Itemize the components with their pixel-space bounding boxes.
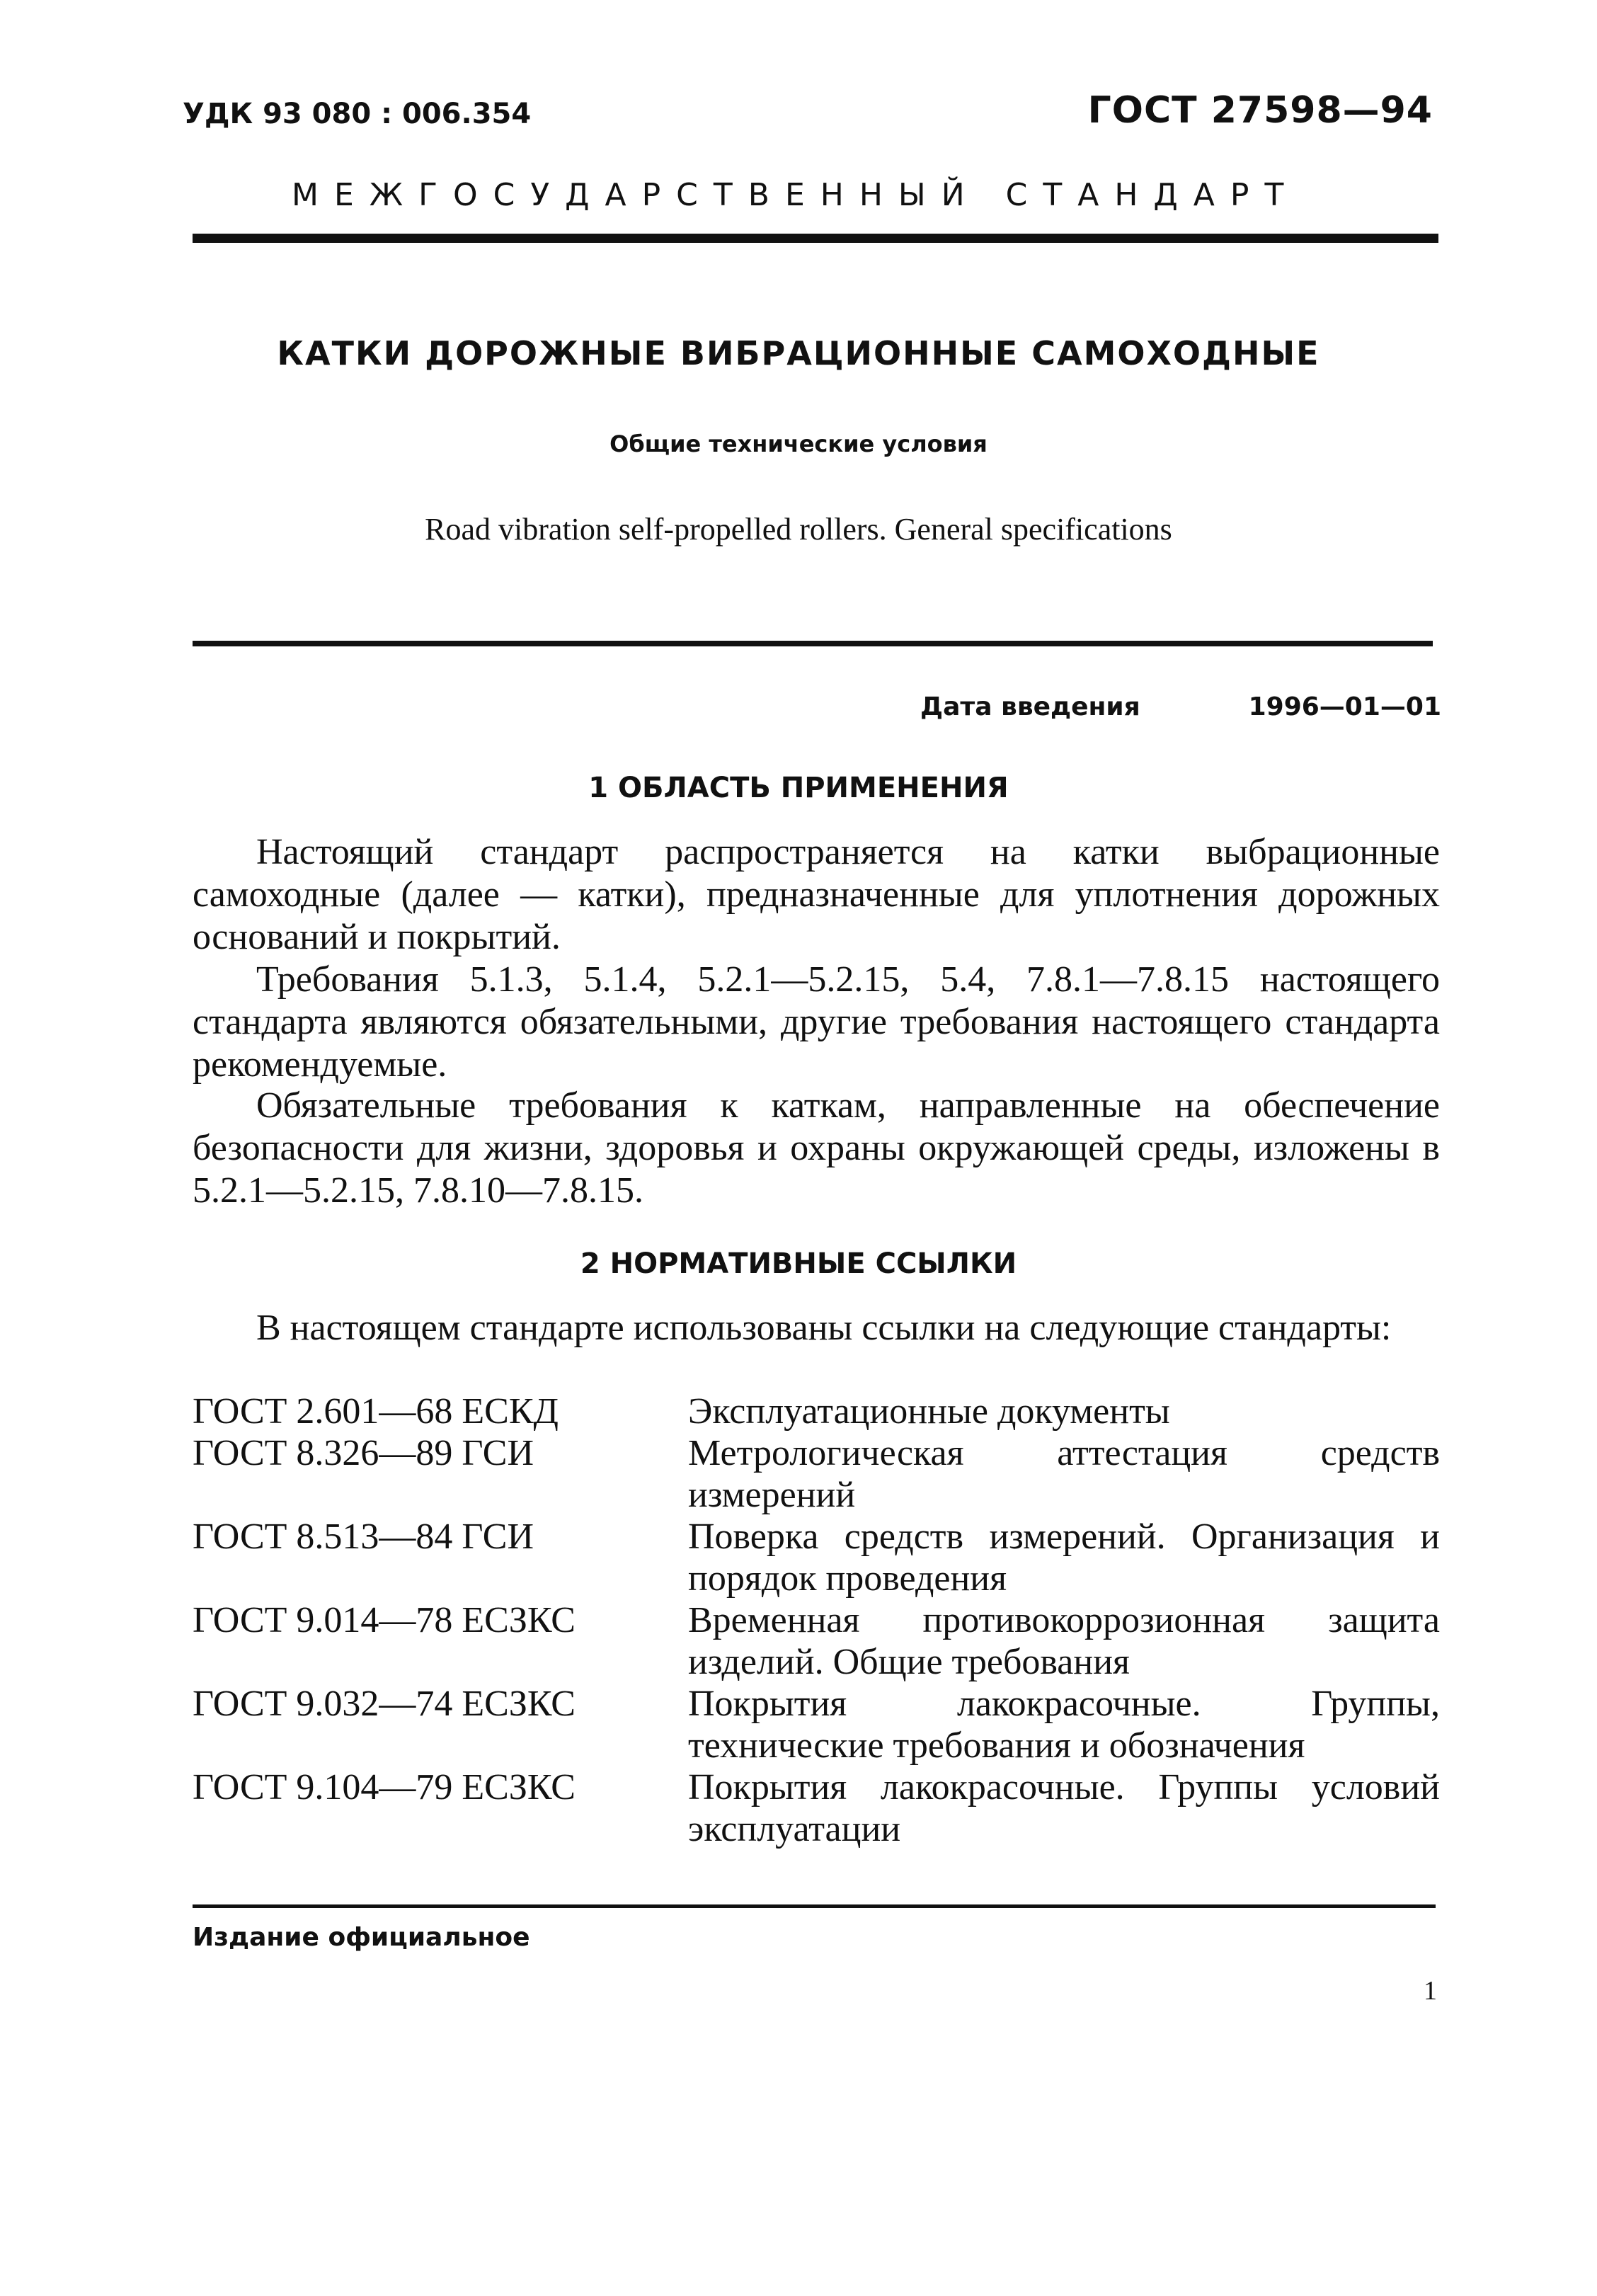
reference-title: Поверка средств измерений. Организация и порядок проведения [688, 1517, 1440, 1599]
reference-code: ГОСТ 9.104—79 ЕСЗКС [193, 1767, 576, 1807]
document-title: КАТКИ ДОРОЖНЫЕ ВИБРАЦИОННЫЕ САМОХОДНЫЕ [277, 334, 1320, 372]
reference-row [193, 1432, 1440, 1516]
document-subtitle: Общие технические условия [609, 430, 988, 457]
reference-code: ГОСТ 8.513—84 ГСИ [193, 1517, 534, 1557]
reference-row [193, 1599, 1440, 1683]
reference-title: Метрологическая аттестация средств измерений [688, 1433, 1440, 1515]
reference-list [193, 1390, 1440, 1850]
reference-code: ГОСТ 9.014—78 ЕСЗКС [193, 1600, 576, 1640]
udk-code: УДК 93 080 : 006.354 [183, 98, 532, 130]
section-2-heading: 2 НОРМАТИВНЫЕ ССЫЛКИ [580, 1247, 1017, 1280]
title-divider [193, 641, 1433, 646]
official-edition-label: Издание официальное [193, 1923, 530, 1952]
gost-number: ГОСТ 27598—94 [1087, 89, 1433, 132]
header-divider [193, 234, 1438, 243]
reference-code: ГОСТ 8.326—89 ГСИ [193, 1433, 534, 1473]
page-number: 1 [1424, 1976, 1437, 2006]
reference-title: Покрытия лакокрасочные. Группы условий эксплуатации [688, 1767, 1440, 1849]
section-1-heading: 1 ОБЛАСТЬ ПРИМЕНЕНИЯ [588, 772, 1009, 804]
section-2-intro: В настоящем стандарте использованы ссылки на следующие стандарты: [256, 1308, 1392, 1348]
section-1-paragraph: Настоящий стандарт распространяется на катки выбрационные самоходные (далее — катки), предназначенные для уплотнения дорожных оснований и покрытий. [193, 832, 1440, 957]
reference-code: ГОСТ 9.032—74 ЕСЗКС [193, 1684, 576, 1724]
english-title: Road vibration self-propelled rollers. General specifications [425, 512, 1172, 547]
reference-row [193, 1516, 1440, 1599]
reference-row [193, 1683, 1440, 1766]
reference-title: Эксплуатационные документы [688, 1391, 1170, 1432]
section-1-paragraph: Требования 5.1.3, 5.1.4, 5.2.1—5.2.15, 5.4, 7.8.1—7.8.15 настоящего стандарта являются обязательными, другие требования настоящего стандарта рекомендуемые. [193, 959, 1440, 1085]
reference-code: ГОСТ 2.601—68 ЕСКД [193, 1391, 559, 1432]
reference-row [193, 1766, 1440, 1850]
reference-title: Временная противокоррозионная защита изделий. Общие требования [688, 1600, 1440, 1682]
reference-row [193, 1390, 1440, 1432]
intro-date-label: Дата введения [920, 692, 1140, 721]
reference-title: Покрытия лакокрасочные. Группы, технические требования и обозначения [688, 1684, 1440, 1766]
interstate-standard-label: МЕЖГОСУДАРСТВЕННЫЙ СТАНДАРТ [292, 177, 1300, 213]
section-1-paragraph: Обязательные требования к каткам, направленные на обеспечение безопасности для жизни, здоровья и охраны окружающей среды, изложены в 5.2.1—5.2.15, 7.8.10—7.8.15. [193, 1085, 1440, 1211]
footer-divider [193, 1904, 1436, 1908]
intro-date-value: 1996—01—01 [1248, 692, 1441, 721]
